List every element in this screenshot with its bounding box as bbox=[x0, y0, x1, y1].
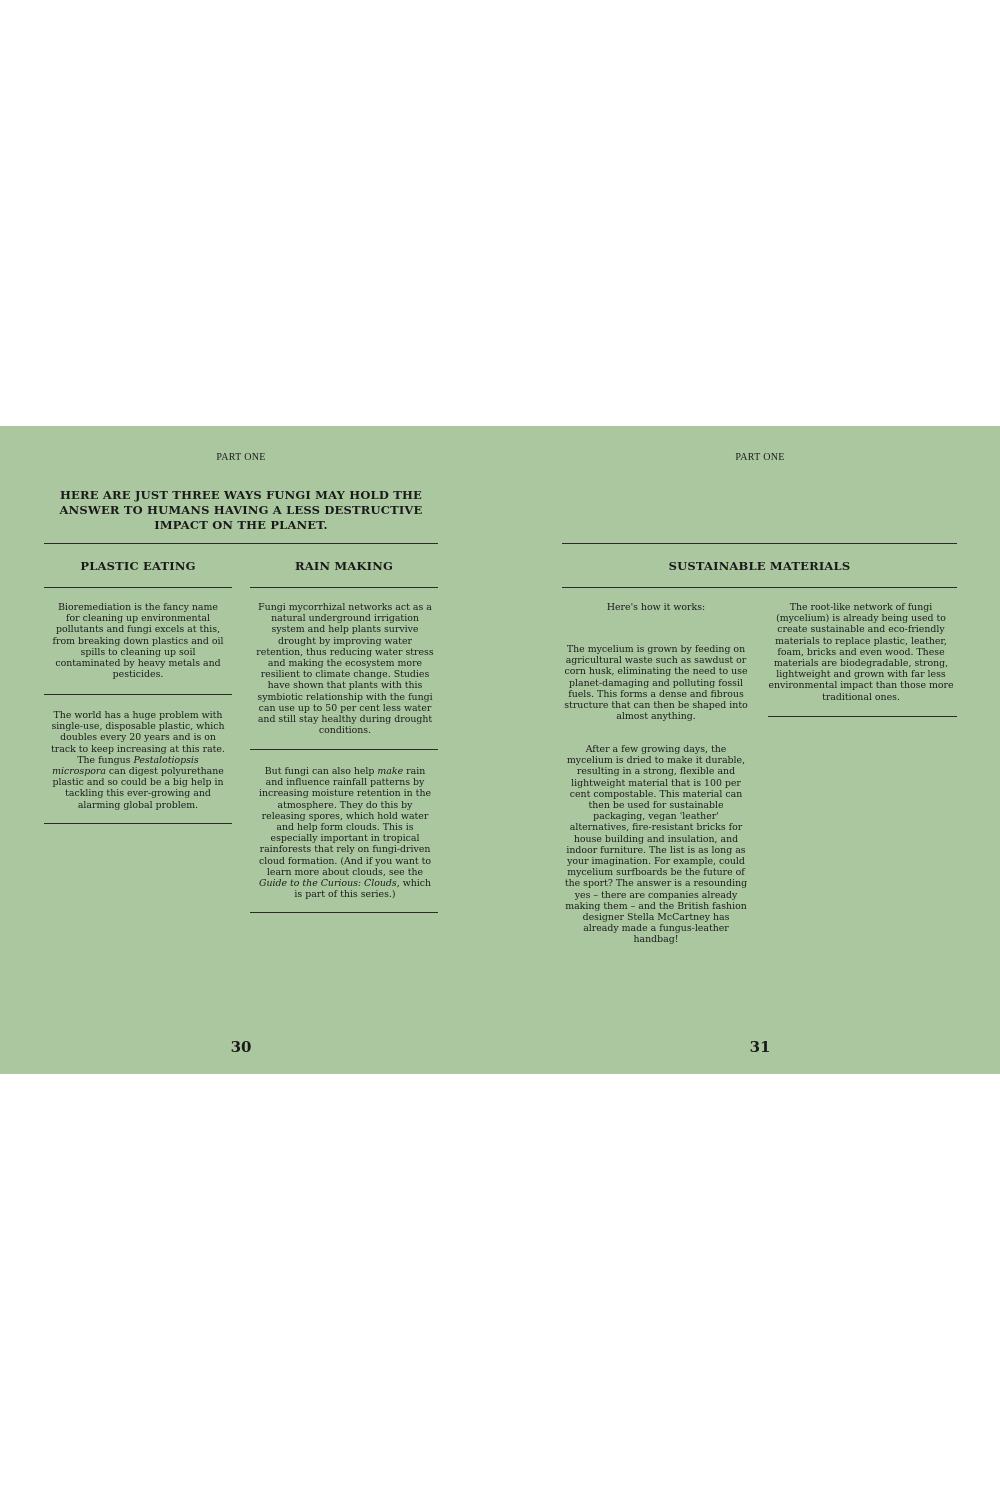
book-spread bbox=[0, 426, 1000, 1074]
plastic-eating-para-2: The world has a huge problem with single-use, disposable plastic, which doubles every 20 years and is on track to keep increasing at this rate. The fungus Pestalotiopsis microspora can digest polyurethane plastic and so could be a big help in tackling this ever-growing and alarming global problem. bbox=[51, 710, 225, 811]
right-page bbox=[500, 426, 1000, 1074]
divider bbox=[250, 587, 438, 588]
divider bbox=[562, 543, 957, 544]
divider bbox=[44, 823, 232, 824]
running-head: PART ONE bbox=[216, 452, 266, 463]
divider bbox=[44, 543, 438, 544]
divider bbox=[44, 694, 232, 695]
sustainable-materials-title: SUSTAINABLE MATERIALS bbox=[668, 559, 851, 573]
rain-making-para-1: Fungi mycorrhizal networks act as a natural underground irrigation system and help plants survive drought by improving water retention, thus reducing water stress and making the ecosystem more resilient to climate change. Studies have shown that plants with this symbiotic relationship with the fungi can use up to 50 per cent less water and still stay healthy during drought conditions. bbox=[256, 602, 434, 737]
running-head: PART ONE bbox=[735, 452, 785, 463]
page-headline: HERE ARE JUST THREE WAYS FUNGI MAY HOLD THE ANSWER TO HUMANS HAVING A LESS DESTRUCTIVE IMPACT ON THE PLANET. bbox=[59, 488, 423, 532]
page-number: 31 bbox=[749, 1038, 771, 1056]
sustainable-materials-para-3: The root-like network of fungi (mycelium) is already being used to create sustainable and eco-friendly materials to replace plastic, leather, foam, bricks and even wood. These materials are biodegradable, strong, lightweight and grown with far less environmental impact than those more traditional ones. bbox=[768, 602, 954, 703]
page-number: 30 bbox=[230, 1038, 252, 1056]
divider bbox=[250, 912, 438, 913]
rain-making-para-2: But fungi can also help make rain and influence rainfall patterns by increasing moisture retention in the atmosphere. They do this by releasing spores, which hold water and help form clouds. This is especially important in tropical rainforests that rely on fungi-driven cloud formation. (And if you want to learn more about clouds, see the Guide to the Curious: Clouds, which is part of this series.) bbox=[258, 766, 432, 901]
plastic-eating-para-1: Bioremediation is the fancy name for cleaning up environmental pollutants and fungi excels at this, from breaking down plastics and oil spills to cleaning up soil contaminated by heavy metals and pesticides. bbox=[52, 602, 224, 681]
how-it-works-label: Here's how it works: bbox=[606, 602, 706, 613]
rain-making-title: RAIN MAKING bbox=[295, 559, 393, 573]
left-page bbox=[0, 426, 500, 1074]
plastic-eating-title: PLASTIC EATING bbox=[80, 559, 196, 573]
divider bbox=[562, 587, 957, 588]
divider bbox=[250, 749, 438, 750]
divider bbox=[768, 716, 957, 717]
sustainable-materials-para-1: The mycelium is grown by feeding on agricultural waste such as sawdust or corn husk, eliminating the need to use planet-damaging and polluting fossil fuels. This forms a dense and fibrous structure that can then be shaped into almost anything. bbox=[564, 644, 748, 723]
sustainable-materials-para-2: After a few growing days, the mycelium is dried to make it durable, resulting in a strong, flexible and lightweight material that is 100 per cent compostable. This material can then be used for sustainable packaging, vegan 'leather' alternatives, fire-resistant bricks for house building and insulation, and indoor furniture. The list is as long as your imagination. For example, could mycelium surfboards be the future of the sport? The answer is a resounding yes – there are companies already making them – and the British fashion designer Stella McCartney has already made a fungus-leather handbag! bbox=[564, 744, 748, 946]
divider bbox=[44, 587, 232, 588]
